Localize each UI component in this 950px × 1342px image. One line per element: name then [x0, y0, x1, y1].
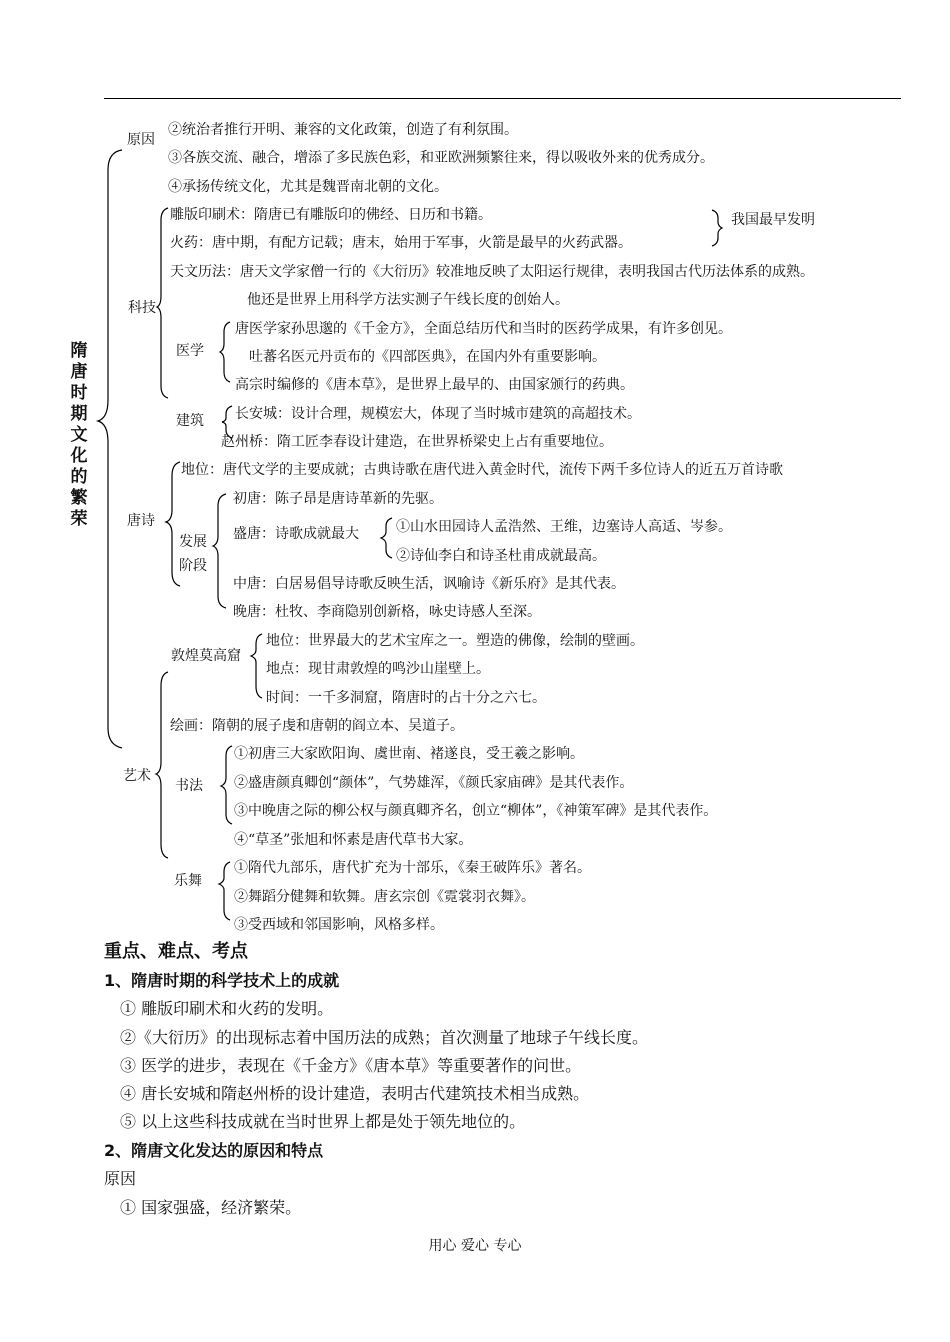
music-item: ②舞蹈分健舞和软舞。唐玄宗创《霓裳羽衣舞》。	[234, 889, 535, 905]
medicine-item: 高宗时编修的《唐本草》，是世界上最早的、由国家颁行的药典。	[235, 377, 634, 393]
dunhuang-item: 时间：一千多洞窟，隋唐时的占十分之六七。	[266, 690, 546, 706]
poetry-label: 唐诗	[127, 513, 155, 529]
achievement-item: ④ 唐长安城和隋赵州桥的设计建造，表明古代建筑技术相当成熟。	[120, 1084, 590, 1103]
key-points-heading: 重点、难点、考点	[104, 941, 248, 962]
high-tang-item: ①山水田园诗人孟浩然、王维，边塞诗人高适、岑参。	[396, 519, 732, 535]
art-label: 艺术	[123, 768, 151, 784]
music-item: ①隋代九部乐，唐代扩充为十部乐，《秦王破阵乐》著名。	[234, 860, 591, 876]
footer: 用心 爱心 专心	[428, 1238, 522, 1254]
music-item: ③受西域和邻国影响，风格多样。	[234, 917, 444, 933]
calligraphy-item: ④“草圣”张旭和怀素是唐代草书大家。	[234, 832, 473, 848]
medicine-label: 医学	[176, 343, 204, 359]
reason-item: ④承扬传统文化，尤其是魏晋南北朝的文化。	[168, 179, 448, 195]
architecture-label: 建筑	[176, 413, 204, 429]
reason-point: ① 国家强盛，经济繁荣。	[120, 1198, 302, 1217]
poetry-status: 地位：唐代文学的主要成就；古典诗歌在唐代进入黄金时代，流传下两千多位诗人的近五万首诗歌	[181, 462, 783, 478]
science-label: 科技	[128, 300, 156, 316]
high-tang-item: ②诗仙李白和诗圣杜甫成就最高。	[396, 548, 606, 564]
medicine-item: 唐医学家孙思邈的《千金方》，全面总结历代和当时的医药学成果，有许多创见。	[235, 321, 732, 337]
painting-text: 绘画：隋朝的展子虔和唐朝的阎立本、吴道子。	[170, 718, 464, 734]
dunhuang-item: 地位：世界最大的艺术宝库之一。塑造的佛像，绘制的壁画。	[266, 633, 644, 649]
middle-tang: 中唐：白居易倡导诗歌反映生活，讽喻诗《新乐府》是其代表。	[233, 576, 625, 592]
stage-label: 阶段	[179, 558, 207, 574]
calligraphy-item: ①初唐三大家欧阳询、虞世南、褚遂良，受王羲之影响。	[234, 746, 584, 762]
achievement-item: ① 雕版印刷术和火药的发明。	[120, 999, 334, 1018]
medicine-item: 吐蕃名医元丹贡布的《四部医典》，在国内外有重要影响。	[249, 349, 606, 365]
reason-item: ②统治者推行开明、兼容的文化政策，创造了有利氛围。	[168, 122, 518, 138]
section-title: 2、隋唐文化发达的原因和特点	[104, 1141, 324, 1160]
header-rule	[104, 98, 901, 99]
main-title: 隋唐时期文化的繁荣	[70, 341, 88, 529]
section-title: 1、隋唐时期的科学技术上的成就	[104, 971, 340, 990]
dunhuang-label: 敦煌莫高窟	[171, 648, 241, 664]
music-label: 乐舞	[174, 873, 202, 889]
architecture-item: 赵州桥：隋工匠李春设计建造，在世界桥梁史上占有重要地位。	[221, 434, 613, 450]
achievement-item: ⑤ 以上这些科技成就在当时世界上都是处于领先地位的。	[120, 1112, 526, 1131]
calligraphy-item: ③中晚唐之际的柳公权与颜真卿齐名，创立“柳体”，《神策军碑》是其代表作。	[234, 803, 718, 819]
early-tang: 初唐：陈子昂是唐诗革新的先驱。	[233, 491, 443, 507]
achievement-item: ③ 医学的进步，表现在《千金方》《唐本草》等重要著作的问世。	[120, 1056, 582, 1075]
calligraphy-item: ②盛唐颜真卿创“颜体”，气势雄浑，《颜氏家庙碑》是其代表作。	[234, 775, 634, 791]
astronomy-text-2: 他还是世界上用科学方法实测子午线长度的创始人。	[247, 292, 569, 308]
stage-label: 发展	[179, 534, 207, 550]
calligraphy-label: 书法	[175, 778, 203, 794]
astronomy-text: 天文历法：唐天文学家僧一行的《大衍历》较准地反映了太阳运行规律，表明我国古代历法体系的成熟。	[170, 264, 814, 280]
late-tang: 晚唐：杜牧、李商隐别创新格，咏史诗感人至深。	[233, 604, 541, 620]
reasons-label: 原因	[127, 132, 155, 148]
achievement-item: ②《大衍历》的出现标志着中国历法的成熟；首次测量了地球子午线长度。	[120, 1028, 649, 1047]
gunpowder-text: 火药：唐中期，有配方记载；唐末，始用于军事，火箭是最早的火药武器。	[170, 235, 632, 251]
earliest-invention-note: 我国最早发明	[731, 212, 815, 228]
reason-item: ③各族交流、融合，增添了多民族色彩，和亚欧洲频繁往来，得以吸收外来的优秀成分。	[168, 150, 714, 166]
architecture-item: 长安城：设计合理，规模宏大，体现了当时城市建筑的高超技术。	[235, 406, 641, 422]
reason-heading: 原因	[104, 1169, 137, 1188]
dunhuang-item: 地点：现甘肃敦煌的鸣沙山崖壁上。	[266, 661, 490, 677]
high-tang-prefix: 盛唐：诗歌成就最大	[233, 526, 359, 542]
printing-text: 雕版印刷术：隋唐已有雕版印的佛经、日历和书籍。	[170, 207, 492, 223]
